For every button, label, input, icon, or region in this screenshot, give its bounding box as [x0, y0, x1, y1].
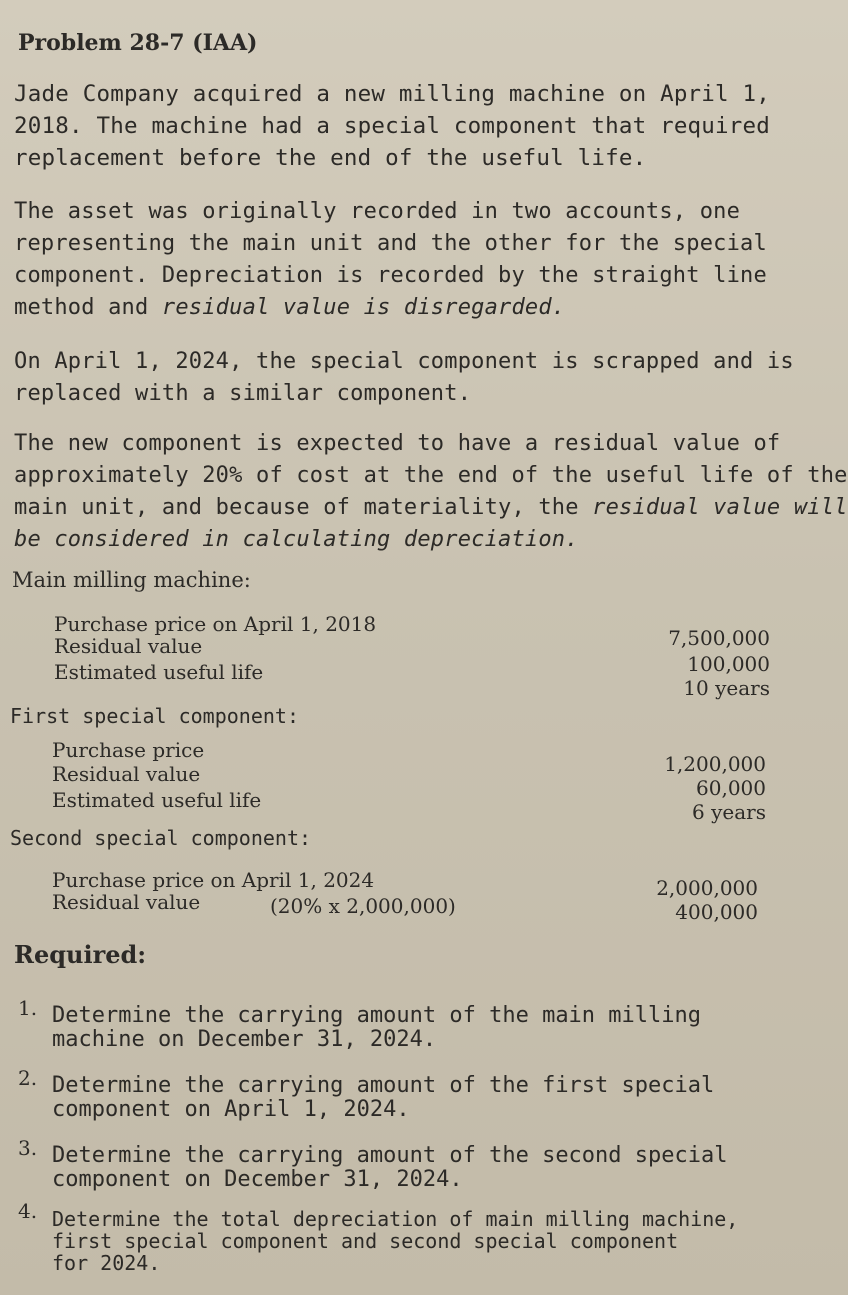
text-line: replacement before the end of the useful life.	[14, 145, 647, 171]
second-purchase-label: Purchase price on April 1, 2024	[52, 868, 375, 892]
text-line: Determine the carrying amount of the second special	[52, 1143, 728, 1168]
first-component-heading: First special component:	[10, 704, 299, 728]
text-line: Determine the carrying amount of the main milling	[52, 1003, 702, 1028]
main-purchase-label: Purchase price on April 1, 2018	[54, 612, 377, 636]
text-line: Jade Company acquired a new milling machine on April 1,	[14, 81, 771, 107]
paragraph-residual	[14, 428, 848, 556]
text-line: The asset was originally recorded in two accounts, one	[14, 199, 741, 224]
second-purchase-value: 2,000,000	[656, 876, 758, 900]
text-line: first special component and second special component	[52, 1229, 679, 1253]
text-line: machine on December 31, 2024.	[52, 1027, 437, 1052]
first-life-value: 6 years	[692, 800, 766, 824]
second-residual-value: 400,000	[675, 900, 758, 924]
main-purchase-value: 7,500,000	[668, 626, 770, 650]
paragraph-intro	[14, 78, 770, 174]
first-residual-value: 60,000	[696, 776, 766, 800]
paragraph-accounts	[14, 196, 767, 324]
required-item-4	[18, 1199, 739, 1275]
text-line: method and residual value is disregarded.	[14, 295, 566, 320]
required-heading: Required:	[14, 940, 147, 969]
first-life-label: Estimated useful life	[52, 788, 262, 812]
text-line: Determine the total depreciation of main milling machine,	[52, 1207, 739, 1231]
text-line: approximately 20% of cost at the end of the useful life of the	[14, 463, 848, 488]
second-residual-label: Residual value	[52, 890, 201, 914]
main-life-value: 10 years	[683, 676, 770, 700]
required-item-3	[18, 1136, 728, 1192]
text-line: replaced with a similar component.	[14, 381, 472, 406]
problem-title: Problem 28-7 (IAA)	[18, 30, 258, 56]
first-purchase-label: Purchase price	[52, 738, 205, 762]
text-line: component on December 31, 2024.	[52, 1167, 463, 1192]
text-line: representing the main unit and the other for the special	[14, 231, 767, 256]
first-residual-label: Residual value	[52, 762, 201, 786]
text-line: 2018. The machine had a special component that required	[14, 113, 771, 139]
text-line: be considered in calculating depreciation.	[14, 527, 579, 552]
text-line: main unit, and because of materiality, the residual value will	[14, 495, 848, 520]
item-number: 4.	[18, 1199, 38, 1223]
text-line: On April 1, 2024, the special component is scrapped and is	[14, 349, 794, 374]
text-line: The new component is expected to have a residual value of	[14, 431, 781, 456]
main-life-label: Estimated useful life	[54, 660, 264, 684]
item-number: 1.	[18, 996, 38, 1020]
text-line: Determine the carrying amount of the first special	[52, 1073, 715, 1098]
main-residual-value: 100,000	[687, 652, 770, 676]
second-component-heading: Second special component:	[10, 826, 312, 850]
second-residual-note: (20% x 2,000,000)	[270, 894, 456, 918]
text-line: component on April 1, 2024.	[52, 1097, 410, 1122]
item-number: 2.	[18, 1066, 38, 1090]
required-item-1	[18, 996, 702, 1052]
item-number: 3.	[18, 1136, 38, 1160]
main-machine-heading: Main milling machine:	[12, 568, 251, 592]
paragraph-replacement	[14, 346, 794, 410]
main-residual-label: Residual value	[54, 634, 203, 658]
required-item-2	[18, 1066, 715, 1122]
first-purchase-value: 1,200,000	[664, 752, 766, 776]
text-line: component. Depreciation is recorded by the straight line	[14, 263, 767, 288]
text-line: for 2024.	[52, 1251, 161, 1275]
